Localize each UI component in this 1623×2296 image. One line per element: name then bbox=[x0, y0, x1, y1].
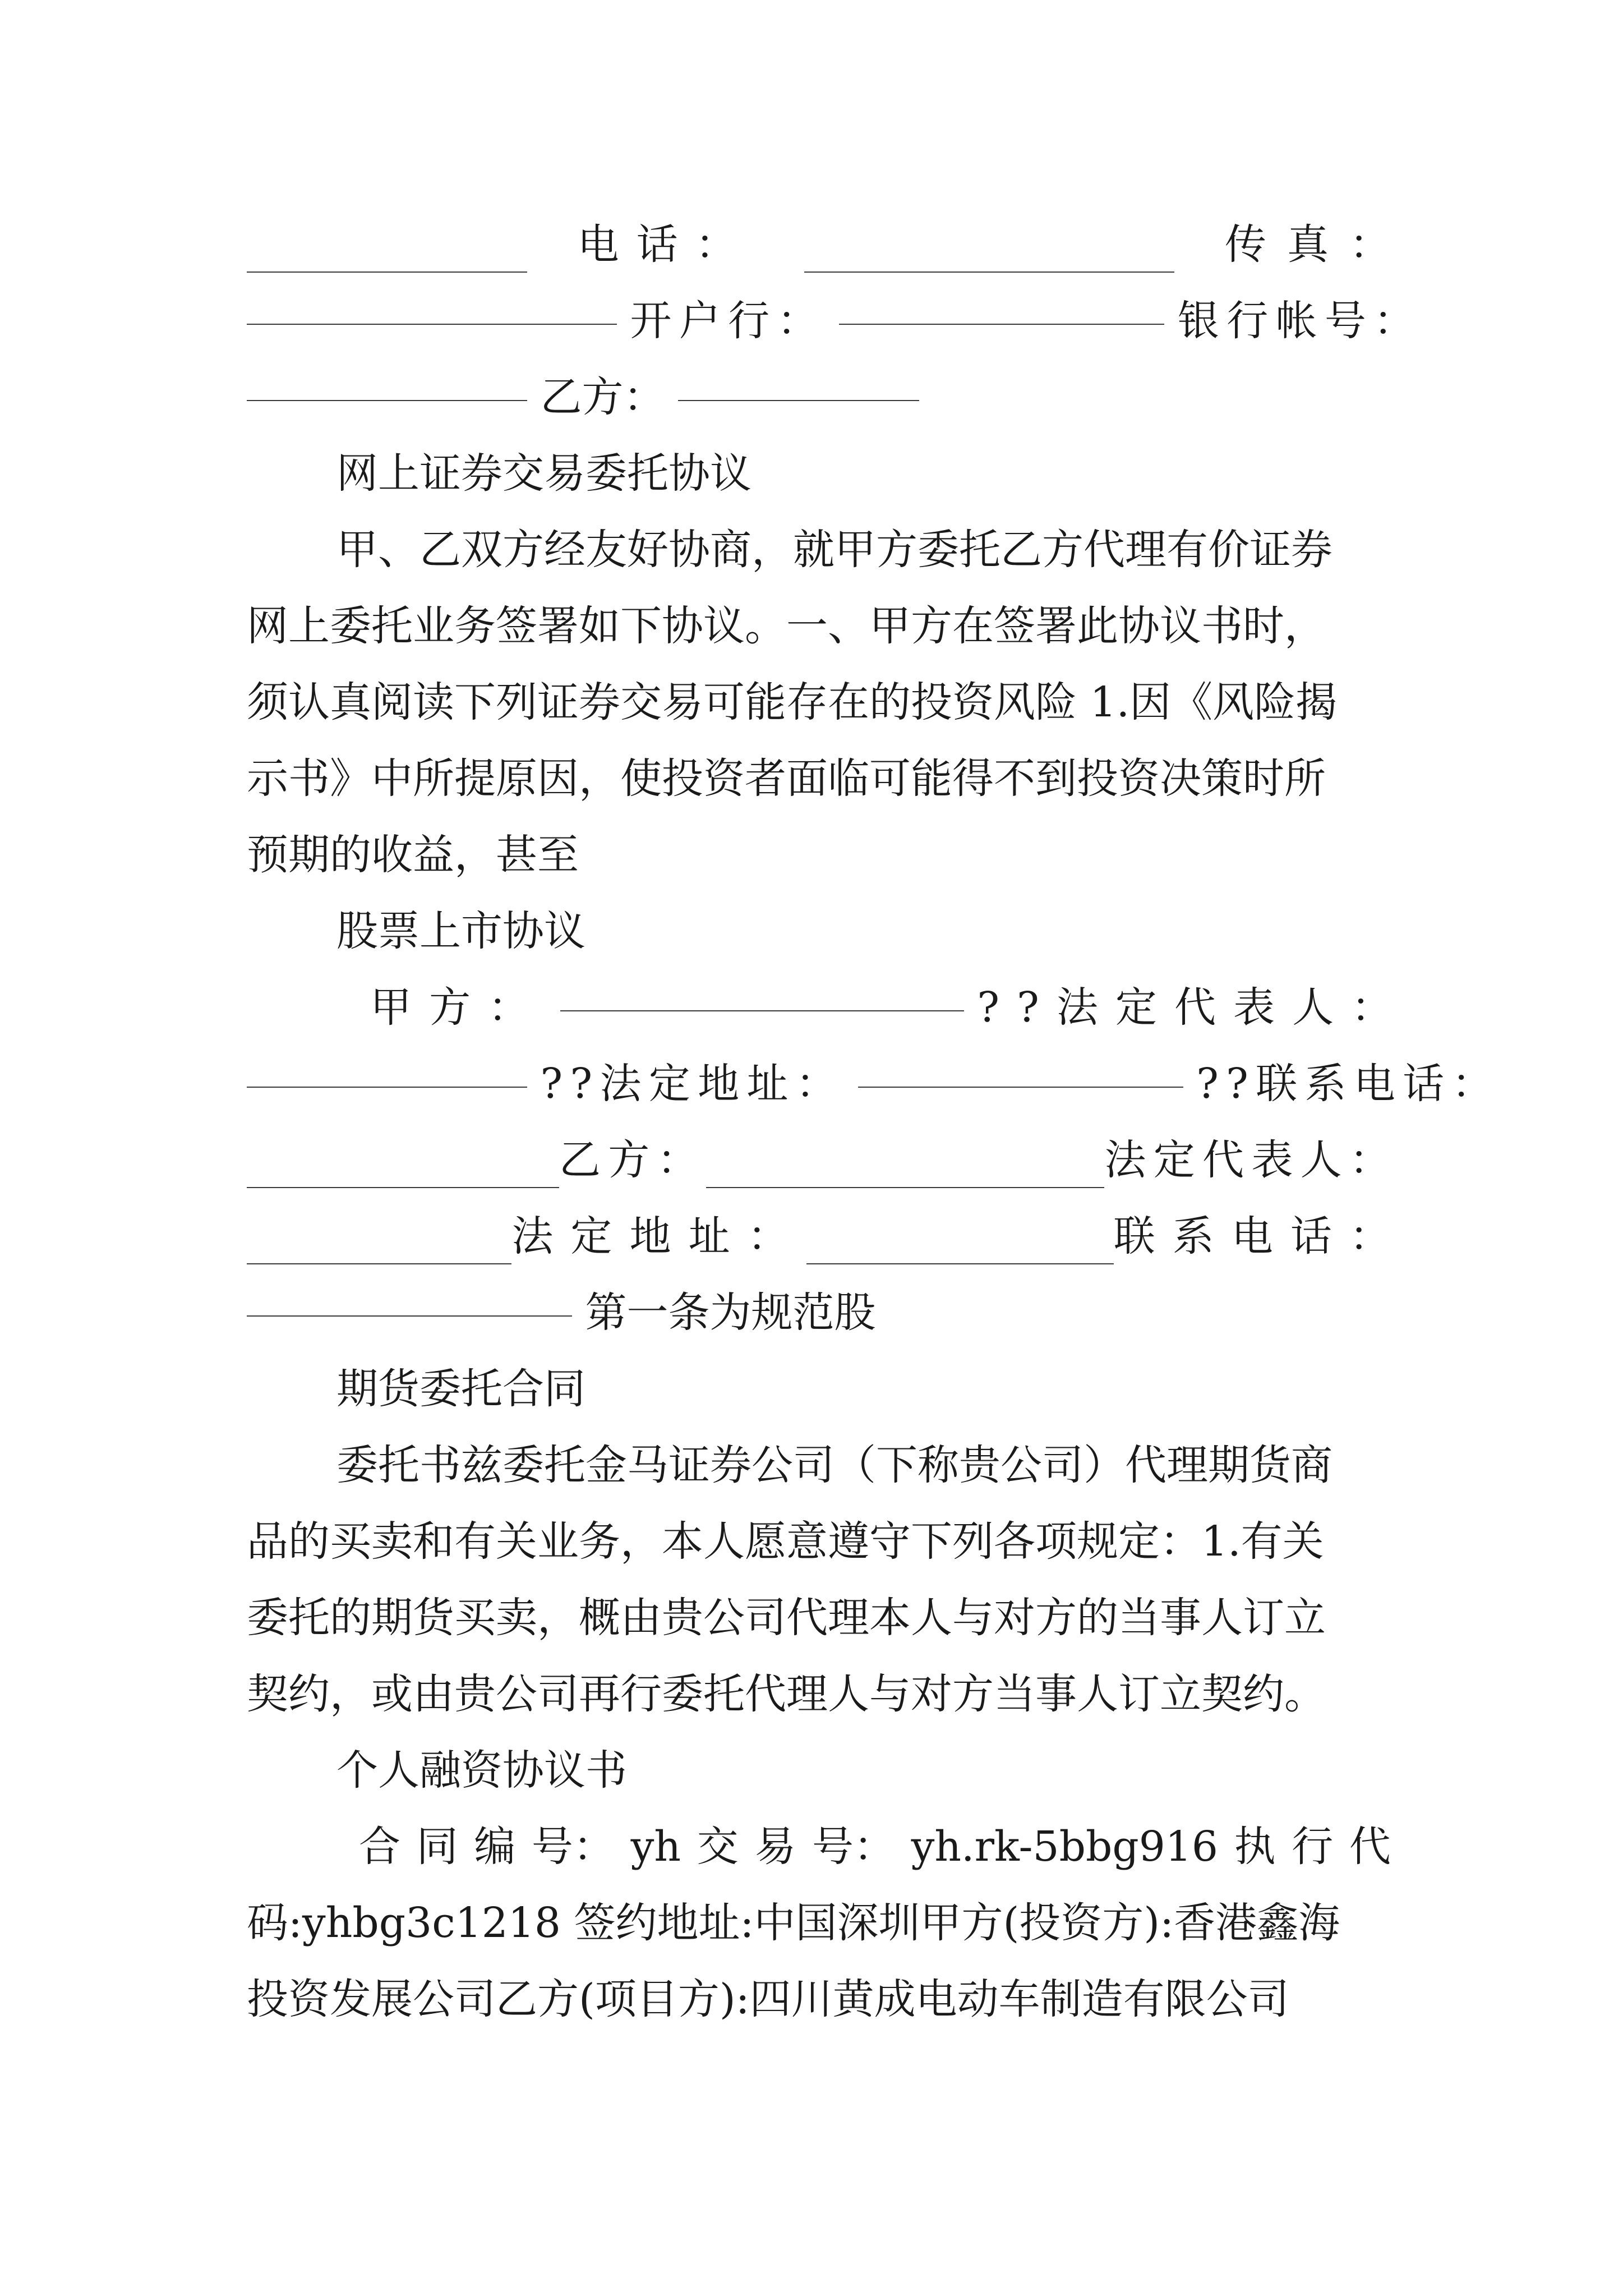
section-title-personal-financing: 个人融资协议书 bbox=[336, 1746, 627, 1795]
contract-word: 执 bbox=[1234, 1823, 1276, 1871]
listing-party-b-address-line bbox=[247, 1198, 1409, 1274]
party-b-phone-label: 联系电话： bbox=[1113, 1212, 1409, 1260]
paragraph-line: 码:yhbg3c1218 签约地址:中国深圳甲方(投资方):香港鑫海 bbox=[247, 1899, 1340, 1947]
article-one-text: 第一条为规范股 bbox=[585, 1289, 876, 1337]
account-label: 银行帐号： bbox=[1177, 297, 1423, 345]
party-b-address-label: 法定地址： bbox=[511, 1212, 806, 1260]
listing-address-line bbox=[247, 1046, 1501, 1122]
party-a-blank bbox=[560, 1010, 964, 1011]
party-b-line bbox=[247, 359, 1391, 435]
listing-party-b-line bbox=[247, 1122, 1399, 1198]
trade-number: yh.rk-5bbg916 bbox=[911, 1823, 1218, 1871]
section-title-online-trading: 网上证券交易委托协议 bbox=[336, 449, 751, 498]
party-a-bank-line bbox=[247, 283, 1423, 359]
account-blank bbox=[247, 400, 527, 401]
section-title-stock-listing: 股票上市协议 bbox=[336, 907, 585, 955]
legal-address-label: ??法定地址： bbox=[540, 1060, 845, 1108]
contract-word: 编 bbox=[474, 1823, 516, 1871]
contract-number-line bbox=[247, 1809, 1391, 1885]
party-b-legal-rep-label: 法定代表人： bbox=[1104, 1136, 1399, 1184]
contract-word: 合 bbox=[359, 1823, 400, 1871]
contract-word: 同 bbox=[416, 1823, 458, 1871]
party-b-label: 乙方： bbox=[559, 1136, 706, 1184]
party-a-label: 甲方： bbox=[370, 983, 547, 1032]
contract-word: 行 bbox=[1292, 1823, 1334, 1871]
paragraph-line: 示书》中所提原因，使投资者面临可能得不到投资决策时所 bbox=[247, 754, 1326, 803]
party-b-address-blank bbox=[806, 1263, 1114, 1264]
fax-label: 传真： bbox=[1224, 220, 1412, 269]
bank-blank bbox=[839, 324, 1164, 325]
contact-phone-label: ??联系电话： bbox=[1196, 1060, 1501, 1108]
party-b-phone-blank bbox=[247, 1315, 572, 1317]
contract-word: 号： bbox=[811, 1823, 895, 1871]
party-b-label: 乙方： bbox=[540, 373, 665, 421]
phone-blank bbox=[804, 272, 1174, 273]
paragraph-line: 甲、乙双方经友好协商，就甲方委托乙方代理有价证券 bbox=[336, 526, 1332, 574]
contract-word: 交 bbox=[697, 1823, 739, 1871]
contract-word: 易 bbox=[754, 1823, 796, 1871]
paragraph-line: 须认真阅读下列证券交易可能存在的投资风险 1.因《风险揭 bbox=[247, 678, 1338, 726]
contract-word: 代 bbox=[1349, 1823, 1391, 1871]
fax-blank bbox=[247, 324, 617, 325]
party-b-legal-rep-blank bbox=[247, 1263, 511, 1264]
contact-phone-blank bbox=[247, 1187, 559, 1188]
listing-party-a-line bbox=[247, 969, 1410, 1046]
party-b-blank bbox=[678, 400, 919, 401]
phone-label: 电话： bbox=[577, 220, 754, 269]
section-title-futures: 期货委托合同 bbox=[336, 1365, 585, 1413]
paragraph-line: 契约，或由贵公司再行委托代理人与对方当事人订立契约。 bbox=[247, 1670, 1326, 1718]
paragraph-line: 委托书兹委托金马证券公司（下称贵公司）代理期货商 bbox=[336, 1441, 1332, 1489]
contract-word: 号： bbox=[531, 1823, 615, 1871]
paragraph-line: 品的买卖和有关业务，本人愿意遵守下列各项规定：1.有关 bbox=[247, 1517, 1324, 1566]
party-b-blank bbox=[706, 1187, 1105, 1188]
bank-label: 开户行： bbox=[630, 297, 826, 345]
paragraph-line: 网上委托业务签署如下协议。一、甲方在签署此协议书时， bbox=[247, 602, 1326, 650]
contract-word: yh bbox=[630, 1823, 681, 1871]
paragraph-line: 委托的期货买卖，概由贵公司代理本人与对方的当事人订立 bbox=[247, 1594, 1326, 1642]
paragraph-line: 投资发展公司乙方(项目方):四川黄成电动车制造有限公司 bbox=[247, 1975, 1289, 2023]
party-a-contact-line bbox=[247, 206, 1412, 283]
legal-address-blank bbox=[858, 1087, 1183, 1088]
legal-rep-blank bbox=[247, 1087, 527, 1088]
article-one-line bbox=[247, 1274, 1391, 1351]
paragraph-line: 预期的收益，甚至 bbox=[247, 831, 579, 879]
legal-rep-label: ??法定代表人： bbox=[977, 983, 1410, 1032]
name-blank bbox=[247, 272, 527, 273]
